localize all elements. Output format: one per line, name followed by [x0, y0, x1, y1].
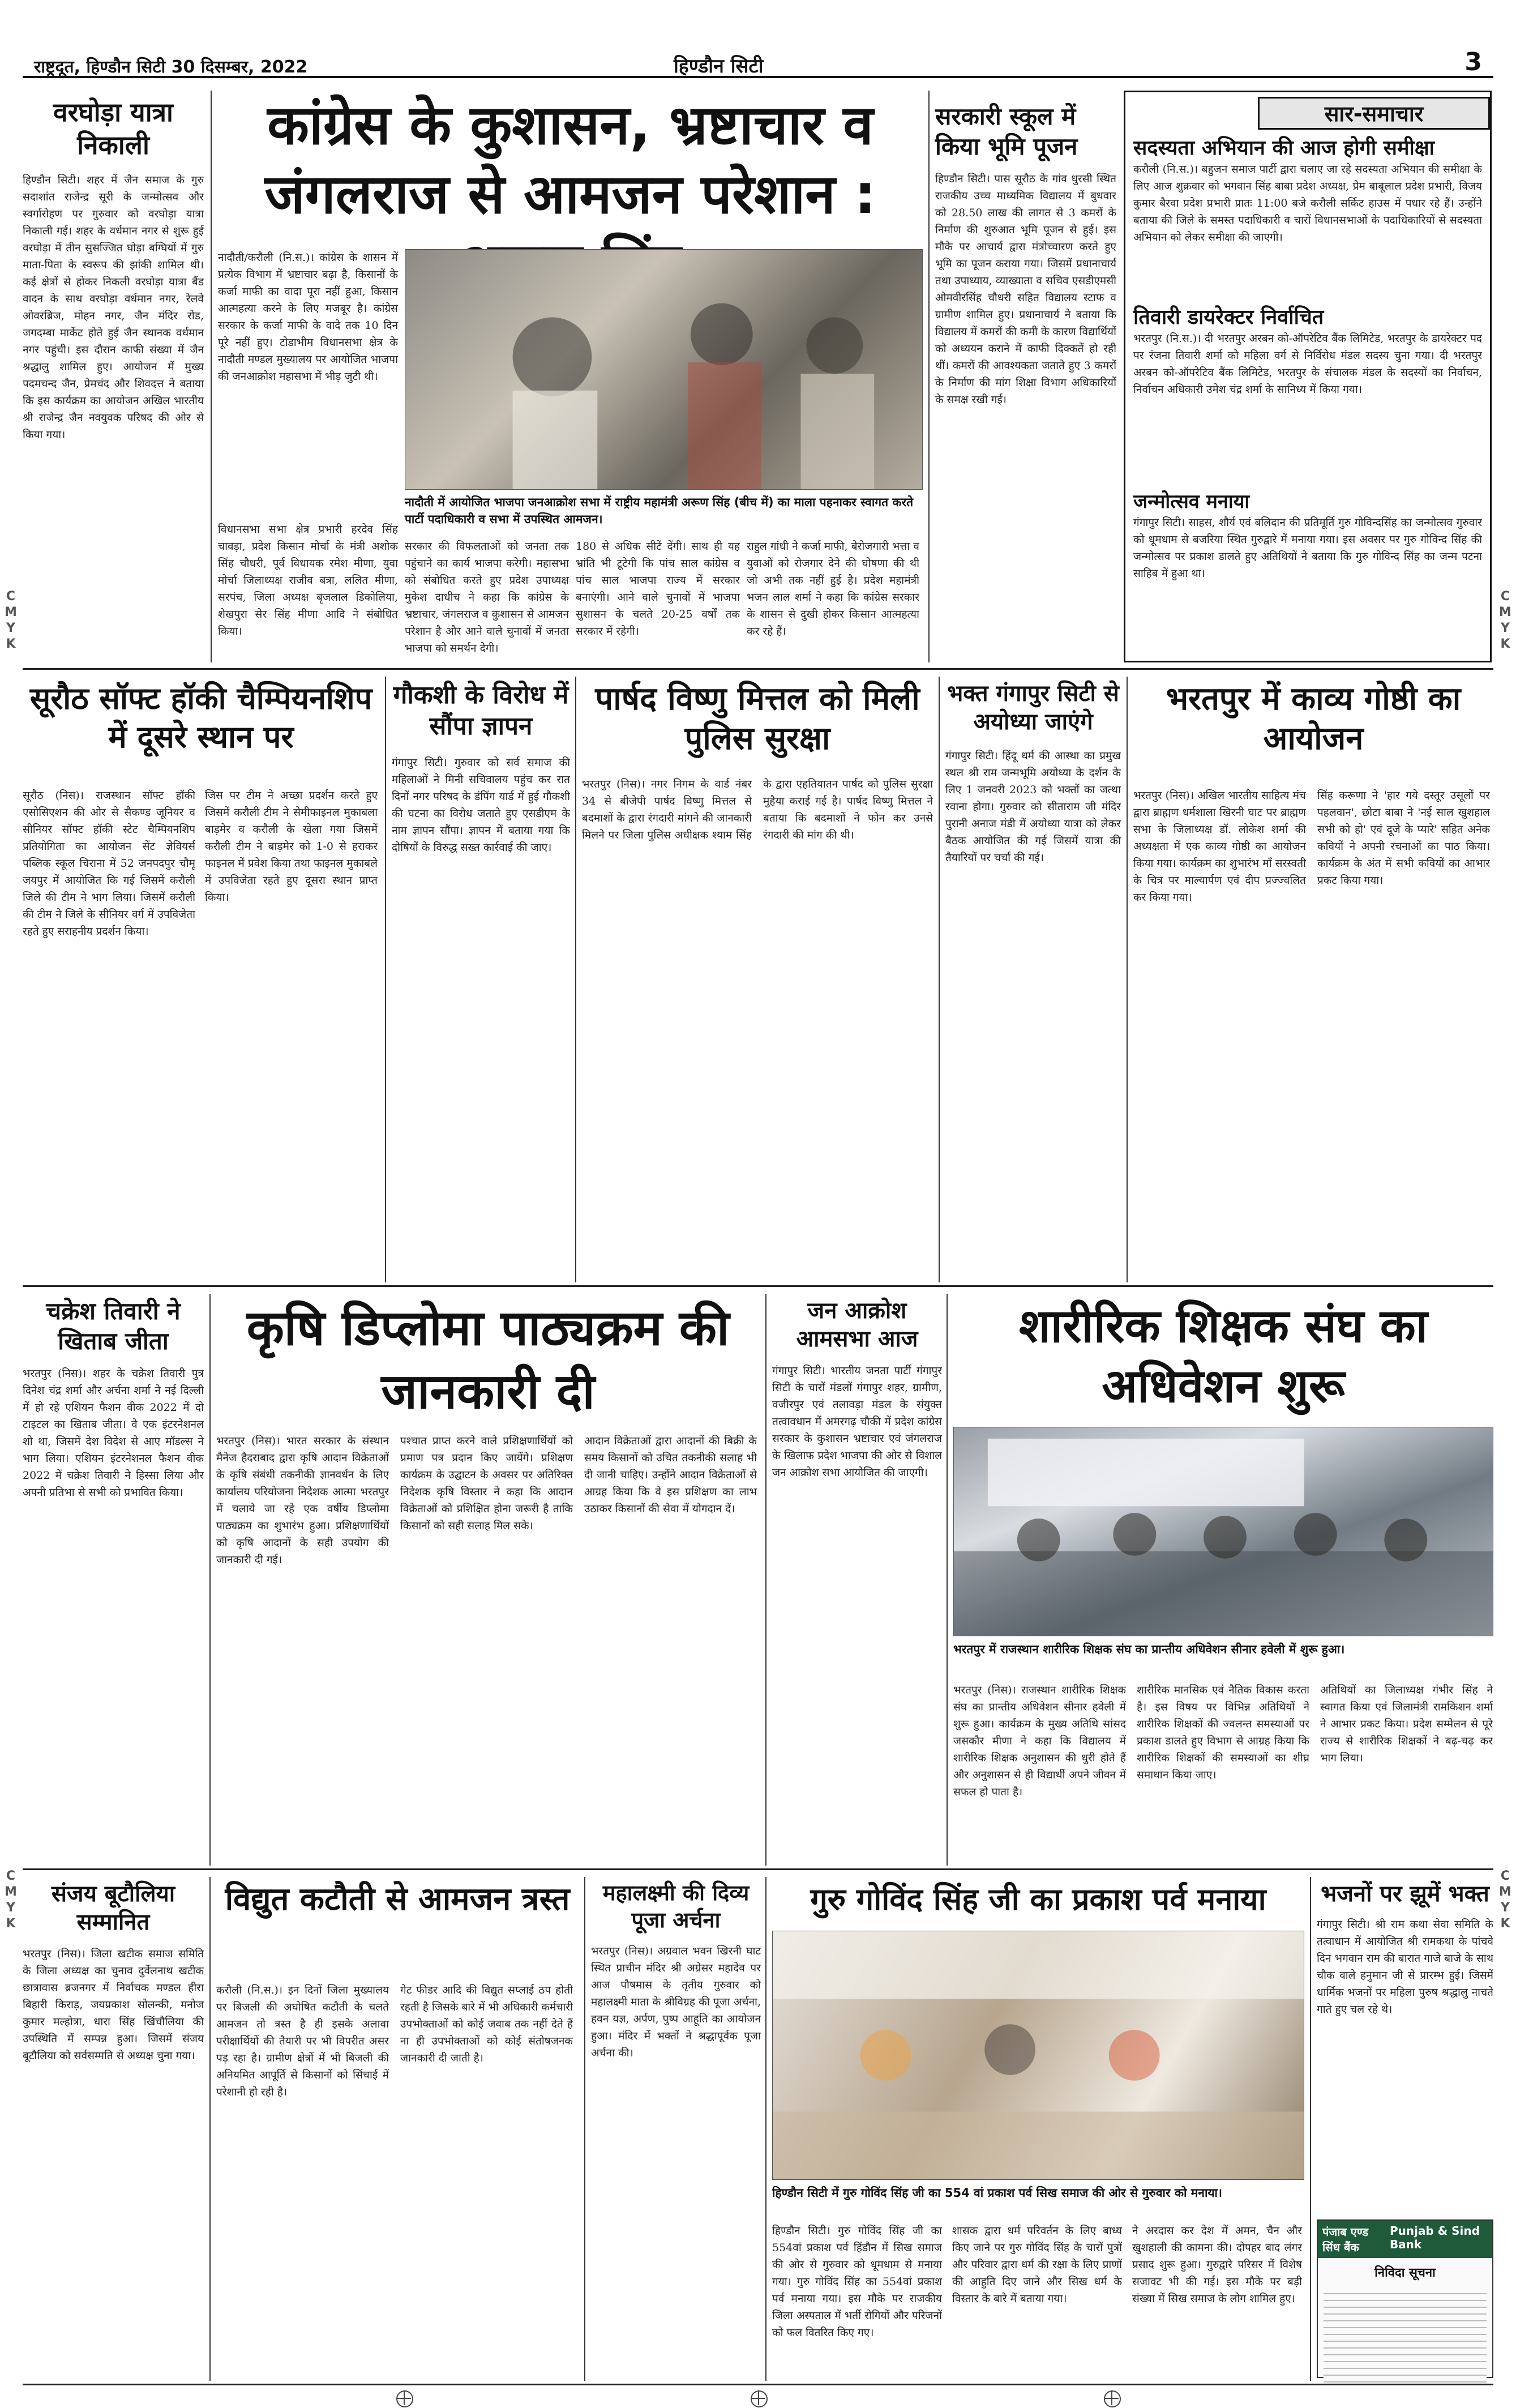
story-gaukashi — [392, 679, 570, 1280]
story-body: भरतपुर (निस)। जिला खटीक समाज समिति के जिला अध्यक्ष का चुनाव दुर्वेलनाथ खटीक छात्रावास ब्रजनगर में निर्वाचक मण्डल हीरा बिहारी किराड़, जयप्रकाश सोलन्की, मनोज कुमार मल्होत्रा, धारा सिंह खिंचौलिया की उपस्थिति में सम्पन्न हुआ। जिसमें संजय बूटौलिया को सर्वसम्मति से अध्यक्ष चुना गया। — [23, 1948, 204, 2062]
cmyk-mark-right-2: C M Y K — [1499, 1869, 1511, 1931]
story-chakesh — [23, 1297, 204, 1863]
story-body: गंगापुर सिटी। हिंदू धर्म की आस्था का प्रमुख स्थल श्री राम जन्मभूमि अयोध्या के दर्शन के लिए 1 जनवरी 2023 को भक्तों का जत्था रवाना होगा। गुरुवार को सीताराम जी मंदिर पुरानी अनाज मंडी में अयोध्या यात्रा को लेकर बैठक आयोजित की गई जिसमें यात्रा की तैयारियों पर चर्चा की गई। — [945, 750, 1121, 864]
page-number: 3 — [1464, 48, 1482, 76]
headline: भक्त गंगापुर सिटी से अयोध्या जाएंगे — [947, 681, 1119, 735]
story-body-2: शासक द्वारा धर्म परिवर्तन के लिए बाध्य किए जाने पर गुरु गोविंद सिंह के चारों पुत्रों और परिवार द्वारा धर्म की रक्षा के लिए प्राणों की आहुति दिए जाने और सिख धर्म के विस्तार के बारे में बताया गया। — [952, 2225, 1122, 2305]
story-body: हिण्डौन सिटी। पास सूरौठ के गांव धुरसी स्थित राजकीय उच्च माध्यमिक विद्यालय में बुधवार को 28.50 लाख की लागत से 3 कमरों के निर्माण की शुरुआत भूमि पूजन से हुई। इस मौके पर आचार्य द्वारा मंत्रोच्चारण करते हुए भूमि का पूजन कराया गया। जिसमें प्रधानाचार्य तथा उपाध्याय, व्याख्याता व सचिव एसडीएमसी ओमवीरसिंह चौधरी सहित विद्यालय स्टाफ व ग्रामीण शामिल हुए। प्रधानाचार्य ने बताया कि विद्यालय में कमरों की कमी के कारण विद्यार्थियों को अध्ययन कराने में काफी दिक्कतें हो रही थीं। कमरों की आवश्यकता जताते हुए 3 कमरों के निर्माण की मांग शिक्षा विभाग अधिकारियों के समक्ष रखी गई। — [935, 173, 1116, 406]
story-parshad — [582, 679, 933, 1280]
ad-body-lines — [1324, 2287, 1487, 2384]
story-sanjay — [23, 1880, 204, 2378]
lead-body-col5: राहुल गांधी ने कर्जा माफी, बेरोजगारी भत्ता व युवाओं को रोजगार देने की घोषणा की थी जो अभी तक नहीं हुई है। प्रदेश महामंत्री भजन लाल शर्मा ने कहा कि कांग्रेस सरकार के शासन से दुखी होकर किसान आत्महत्या कर रहे हैं। — [747, 540, 919, 638]
lead-body-col3: सरकार की विफलताओं को जनता तक पहुंचाने का कार्य भाजपा करेगी। महासभा को संबोधित करते हुए प्रदेश उपाध्यक्ष मुकेश दाधीच ने कहा कि कांग्रेस के भ्रष्टाचार, जंगलराज व कुशासन से आमजन परेशान है और आने वाले चुनावों में जनता भाजपा को समर्थन देगी। — [405, 540, 569, 655]
sharirik-photo — [953, 1427, 1493, 1636]
cmyk-mark-right: C M Y K — [1499, 589, 1511, 651]
sidebar-item-headline: जन्मोत्सव मनाया — [1133, 490, 1250, 513]
cmyk-mark-left-2: C M Y K — [5, 1869, 17, 1931]
registration-mark — [1104, 2390, 1121, 2407]
story-kavya — [1133, 679, 1493, 1280]
headline: महालक्ष्मी की दिव्य पूजा अर्चना — [602, 1880, 750, 1932]
story-body-3: अतिथियों का जिलाध्यक्ष गंभीर सिंह ने स्वागत किया एवं जिलामंत्री रामकिशन शर्मा ने आभार प्रकट किया। प्रदेश सम्मेलन से पूरे राज्य से शारीरिक शिक्षकों ने बढ़-चढ़ कर भाग लिया। — [1320, 1684, 1493, 1764]
sidebar-item-body: करौली (नि.स.)। बहुजन समाज पार्टी द्वारा चलाए जा रहे सदस्यता अभियान की समीक्षा के लिए आज शुक्रवार को भगवान सिंह बाबा प्रदेश अध्यक्ष, प्रेम बाबूलाल प्रदेश प्रभारी, विजय कुमार बैरवा प्रदेश प्रभारी प्रातः 11:00 बजे करौली सर्किट हाउस में पधार रहे हैं। उन्होंने बताया की जिले के समस्त पदाधिकारी व चारों विधानसभाओं के पदाधिकारियों से सदस्यता अभियान को लेकर समीक्षा की जाएगी। — [1133, 163, 1482, 243]
story-body-2: जिस पर टीम ने अच्छा प्रदर्शन करते हुए जिसमें करौली टीम ने सेमीफाइनल मुकाबला बाड़मेर व करौली के खेला गया जिसमें करौली टीम ने बाड़मेर को 1-0 से हराकर फाइनल में प्रवेश किया तथा फाइनल मुकाबले में उपविजेता रहते हुए दूसरा स्थान प्राप्त किया। — [205, 789, 378, 904]
sidebar-item-headline: सदस्यता अभियान की आज होगी समीक्षा — [1133, 136, 1434, 160]
sidebar-item-body: गंगापुर सिटी। साहस, शौर्य एवं बलिदान की प्रतिमूर्ति गुरु गोविन्दसिंह का जन्मोत्सव गुरुवार को धूमधाम से बजरिया स्थित गुरुद्वारे में मनाया गया। इस अवसर पर गुरु गोविन्द सिंह की जन्मोत्सव पर प्रकाश डालते हुए अतिथियों ने बताया कि गुरु गोविन्द सिंह का जन्म पटना साहिब में हुआ था। — [1133, 516, 1482, 580]
lead-body-col4: 180 से अधिक सीटें देंगी। साथ ही यह भ्रांति भी टूटेगी कि पांच साल कांग्रेस व पांच साल भाजपा राज्य में सरकार बनाएंगी। आने वाले चुनावों में भाजपा सुशासन के चलते 20-25 वर्षों तक सरकार में रहेगी। — [576, 540, 740, 638]
story-body: हिण्डौन सिटी। शहर में जैन समाज के गुरु सदाशांत राजेन्द्र सूरी के जन्मोत्सव और स्वर्गारोहण पर गुरुवार को वरघोड़ा यात्रा निकाली गई। शहर के वर्धमान नगर से शुरू हुई वरघोड़ा में तीन सुसज्जित घोड़ा बग्घियों में गुरु माता-पिता के स्वरूप की झांकी शामिल थी। कई क्षेत्रों से होकर निकली वरघोड़ा यात्रा बैंड वादन के साथ वरघोड़ा वर्धमान नगर, रेलवे ओवरब्रिज, मोहन नगर, जैन मंदिर रोड, जगदम्बा मार्केट होते हुई जैन स्थानक वर्धमान नगर पहुंची। इस दौरान काफी संख्या में जैन श्रद्धालु शामिल हुए। आयोजन में मुख्य पदमचन्द जैन, प्रेमचंद और शिवदत्त ने बताया कि इस कार्यक्रम का आयोजन अखिल भारतीय श्री राजेन्द्र जैन नवयुवक परिषद की ओर से किया गया। — [23, 174, 204, 441]
guru-photo — [772, 1931, 1304, 2180]
story-body: हिण्डौन सिटी। गुरु गोविंद सिंह जी का 554वां प्रकाश पर्व हिंडौन में सिख समाज की ओर से गुरुवार को धूमधाम से मनाया गया। गुरु गोविंद सिंह का 554वां प्रकाश पर्व मनाया गया। इस मौके पर राजकीय जिला अस्पताल में भर्ती रोगियों और परिजनों को फल वितरित किए गए। — [772, 2225, 942, 2339]
bank-name: Punjab & Sind Bank — [1389, 2224, 1480, 2251]
headline: गौकशी के विरोध में सौंपा ज्ञापन — [393, 681, 569, 741]
masthead-city: हिण्डौन सिटी — [674, 55, 764, 78]
story-mahalakshmi — [591, 1880, 761, 2378]
bank-ad — [1317, 2219, 1493, 2378]
story-body: भरतपुर (निस)। अग्रवाल भवन खिरनी घाट स्थित प्राचीन मंदिर श्री अग्रेसर महादेव पर आज पौषमास के तृतीय गुरुवार को महालक्ष्मी माता के श्रीविग्रह की पूजा अर्चना, हवन यज्ञ, अर्पण, पुष्प आहूति का आयोजन हुआ। मंदिर में भक्तों ने श्रद्धापूर्वक पूजा अर्चना की। — [591, 1945, 761, 2059]
bank-branch: पंजाब एण्ड सिंध बैंक — [1322, 2225, 1369, 2254]
lead-photo-caption: नादौती में आयोजित भाजपा जनआक्रोश सभा में राष्ट्रीय महामंत्री अरूण सिंह (बीच में) का माला पहनाकर स्वागत करते पार्टी पदाधिकारी व सभा में उपस्थित आमजन। — [405, 495, 914, 526]
story-vidyut — [216, 1880, 579, 2378]
lead-body-col2: विधानसभा सभा क्षेत्र प्रभारी हरदेव सिंह चावड़ा, प्रदेश किसान मोर्चा के मंत्री अशोक सिंह चौधरी, पूर्व विधायक रमेश मीणा, युवा मोर्चा जिलाध्यक्ष राजीव बत्रा, ललित मीणा, सरपंच, जिला अध्यक्ष बृजलाल डिकोलिया, शेखपुरा सेर सिंह मीणा आदि ने संबोधित किया। — [218, 523, 398, 638]
story-body: भरतपुर (निस)। शहर के चक्रेश तिवारी पुत्र दिनेश चंद्र शर्मा और अर्चना शर्मा ने नई दिल्ली में हो रहे एशियन फैशन वीक 2022 में दो टाइटल का खिताब जीता। वे एक इंटरनेशनल शो था, जिसमें देश विदेश से आए मॉडल्स ने भाग लिया। एशियन इंटरनेशनल फैशन वीक 2022 में चक्रेश तिवारी ने हिस्सा लिया और अपनी प्रतिभा से सभी को प्रभावित किया। — [23, 1367, 204, 1499]
story-sharirik — [953, 1297, 1493, 1863]
story-body: सूरौठ (निस)। राजस्थान सॉफ्ट हॉकी एसोसिएशन की ओर से सैकण्ड जूनियर व सीनियर सॉफ्ट हॉकी स्टेट चैम्पियनशिप प्रतियोगिता का आयोजन सेंट ज्ञेवियर्स पब्लिक स्कूल चिराना में 52 जनपदपुर चौमू जयपुर में आयोजित कि गई जिसमें करौली जिले की टीम ने भाग लिया। जिसमें करौली की टीम ने जिले के सीनियर वर्ग में उपविजेता रहते हुए सराहनीय प्रदर्शन किया। — [23, 789, 195, 938]
headline: पार्षद विष्णु मित्तल को मिली पुलिस सुरक्षा — [595, 681, 920, 757]
tender-notice-title: निविदा सूचना — [1374, 2266, 1436, 2280]
headline: भजनों पर झूमें भक्त — [1321, 1881, 1489, 1907]
lead-photo — [405, 249, 923, 490]
headline: जन आक्रोश आमसभा आज — [796, 1298, 918, 1352]
story-body-2: शारीरिक मानसिक एवं नैतिक विकास करता है। इस विषय पर विभिन्न अतिथियों ने शारीरिक शिक्षकों की ज्वलन्त समस्याओं पर प्रकाश डालते हुए विभाग से आग्रह किया कि शारीरिक शिक्षकों की समस्याओं का शीघ्र समाधान किया जाए। — [1137, 1684, 1309, 1781]
headline: गुरु गोविंद सिंह जी का प्रकाश पर्व मनाया — [810, 1881, 1266, 1917]
story-body-3: ने अरदास कर देश में अमन, चैन और खुशहाली की कामना की। दोपहर बाद लंगर प्रसाद शुरू हुआ। गुरुद्वारे परिसर में विशेष सजावट भी की गई। इस मौके पर बड़ी संख्या में सिख समाज के लोग शामिल हुए। — [1132, 2225, 1302, 2305]
sharirik-photo-caption: भरतपुर में राजस्थान शारीरिक शिक्षक संघ का प्रान्तीय अधिवेशन सीनार हवेली में शुरू हुआ। — [953, 1643, 1345, 1656]
story-body: गंगापुर सिटी। गुरुवार को सर्व समाज की महिलाओं ने मिनी सचिवालय पहुंच कर रात दिनों नगर परिषद के डंपिंग यार्ड में हुई गौकशी की घटना का विरोध जताते हुए एसडीएम के नाम ज्ञापन सौंपा। ज्ञापन में बताया गया कि दोषियों के विरुद्ध सख्त कार्रवाई की जाए। — [392, 756, 570, 854]
story-ayodhya — [945, 679, 1121, 1280]
story-body: करौली (नि.स.)। इन दिनों जिला मुख्यालय पर बिजली की अघोषित कटौती के चलते आमजन तो त्रस्त है ही इसके अलावा परीक्षार्थियों की तैयारी पर भी विपरीत असर पड़ रहा है। ग्रामीण क्षेत्रों में भी बिजली की अनियमित आपूर्ति से किसानों को सिंचाई में परेशानी हो रही है। — [216, 1984, 389, 2098]
story-jan-aakrosh — [772, 1297, 942, 1863]
registration-mark — [751, 2390, 768, 2407]
headline: सूरौठ सॉफ्ट हॉकी चैम्पियनशिप में दूसरे स्थान पर — [29, 681, 372, 755]
headline: कृषि डिप्लोमा पाठ्यक्रम की जानकारी दी — [246, 1300, 730, 1420]
story-bhajan — [1317, 1880, 1493, 2378]
story-school — [935, 102, 1116, 662]
lead-headline: कांग्रेस के कुशासन, भ्रष्टाचार व जंगलराज से आमजन परेशान : — [264, 93, 876, 226]
guru-photo-caption: हिण्डौन सिटी में गुरु गोविंद सिंह जी का 554 वां प्रकाश पर्व सिख समाज की ओर से गुरुवार को मनाया। — [772, 2186, 1222, 2200]
headline: संजय बूटौलिया सम्मानित — [51, 1881, 175, 1935]
headline: शारीरिक शिक्षक संघ का अधिवेशन शुरू — [1018, 1299, 1428, 1413]
sidebar-title: सार-समाचार — [1258, 97, 1490, 130]
story-body: भरतपुर (निस)। नगर निगम के वार्ड नंबर 34 से बीजेपी पार्षद विष्णु मित्तल से बदमाशों के द्वारा रंगदारी मांगने की जानकारी मिलने पर जिला पुलिस अधीक्षक श्याम सिंह के द्वारा एहतियातन पार्षद को पुलिस सुरक्षा मुहैया कराई गई है। पार्षद विष्णु मित्तल ने बताया कि बदमाशों ने फोन कर उनसे रंगदारी की मांग की थी। — [582, 778, 933, 841]
cmyk-mark-left: C M Y K — [5, 589, 17, 651]
story-varghoda — [23, 96, 204, 662]
headline: सरकारी स्कूल में किया भूमि पूजन — [935, 102, 1078, 160]
story-body-2: सिंह करूणा ने 'हार गये दस्तूर उसूलों पर पहलवान', छोटा बाबा ने 'नई साल खुशहाल सभी को हो' एवं दूजे के प्यारे' सहित अनेक कवियों ने अपनी रचनाओं का पाठ किया। कार्यक्रम के अंत में सभी कवियों का आभार प्रकट किया गया। — [1317, 789, 1490, 887]
story-body-3: आदान विक्रेताओं द्वारा आदानों की बिक्री के समय किसानों को उचित तकनीकी सलाह भी दी जानी चाहिए। उन्होंने आदान विक्रेताओं से आग्रह किया कि वे इस प्रशिक्षण का लाभ उठाकर किसानों की सेवा में योगदान दें। — [584, 1435, 757, 1515]
story-hockey — [23, 679, 379, 1280]
registration-mark — [396, 2390, 413, 2407]
story-body-2: गेट फीडर आदि की विद्युत सप्लाई ठप होती रहती है जिसके बारे में भी अधिकारी कर्मचारी उपभोक्ताओं को कोई जवाब तक नहीं देते हैं ना ही उपभोक्ताओं को कोई संतोषजनक जानकारी दी जाती है। — [400, 1984, 573, 2064]
masthead-date: राष्ट्रदूत, हिण्डौन सिटी 30 दिसम्बर, 2022 — [34, 57, 308, 77]
headline: चक्रेश तिवारी ने खिताब जीता — [46, 1297, 181, 1355]
story-body: गंगापुर सिटी। भारतीय जनता पार्टी गंगापुर सिटी के चारों मंडलों गंगापुर शहर, ग्रामीण, वजीरपुर एवं तलावड़ा मंडल के संयुक्त तत्वावधान में अमरगढ़ चौकी में प्रदेश कांग्रेस सरकार के कुशासन भ्रष्टाचार एवं जंगलराज के खिलाफ प्रदेश भाजपा की ओर से विशाल जन आक्रोश सभा आयोजित की जाएगी। — [772, 1365, 942, 1479]
sidebar-item-headline: तिवारी डायरेक्टर निर्वाचित — [1133, 306, 1324, 329]
headline: विद्युत कटौती से आमजन त्रस्त — [225, 1881, 570, 1918]
masthead — [23, 44, 1493, 78]
story-body: भरतपुर (निस)। राजस्थान शारीरिक शिक्षक संघ का प्रान्तीय अधिवेशन सीनार हवेली में शुरू हुआ। कार्यक्रम के मुख्य अतिथि सांसद जसकौर मीणा ने कहा कि विद्यालय में शारीरिक शिक्षक अनुशासन की धुरी होते हैं और अनुशासन से ही विद्यार्थी अपने जीवन में सफल हो पाता है। — [953, 1684, 1126, 1798]
story-krishi — [216, 1297, 760, 1863]
sidebar-news-box — [1124, 91, 1492, 662]
sidebar-item-body: भरतपुर (नि.स.)। दी भरतपुर अरबन को-ऑपरेटिव बैंक लिमिटेड, भरतपुर के डायरेक्टर पद पर रंजना तिवारी शर्मा को महिला वर्ग से निर्विरोध मंडल सदस्य चुना गया। दी भरतपुर अरबन को-ऑपरेटिव बैंक लिमिटेड, भरतपुर के संचालक मंडल के सदस्यों का निर्वाचन, निर्वाचन अधिकारी उमेश चंद्र शर्मा के सानिध्य में किया गया। — [1133, 332, 1482, 396]
story-body: गंगापुर सिटी। श्री राम कथा सेवा समिति के तत्वाधान में आयोजित श्री रामकथा के पांचवे दिन भगवान राम की बारात गाजे बाजे के साथ चौक वाले हनुमान जी से प्रारम्भ हुई। जिसमें धार्मिक भजनों पर महिला पुरुष श्रद्धालु नाचते गाते हुए चल रहे थे। — [1317, 1918, 1493, 2016]
story-body: भरतपुर (निस)। भारत सरकार के संस्थान मैनेज हैदराबाद द्वारा कृषि आदान विक्रेताओं के कृषि संबंधी तकनीकी ज्ञानवर्धन के लिए कार्यालय परियोजना निदेशक आत्मा भरतपुर में चलाये जा रहे एक वर्षीय डिप्लोमा पाठ्यक्रम का शुभारंभ हुआ। प्रशिक्षणार्थियों को कृषि आदानों के सही उपयोग की जानकारी दी गई। — [216, 1435, 389, 1566]
lead-body-col1: नादौती/करौली (नि.स.)। कांग्रेस के शासन में प्रत्येक विभाग में भ्रष्टाचार बढ़ा है, किसानों के कर्जा माफी का वादा पूरा नहीं हुआ, किसान आत्महत्या करने के लिए मजबूर है। कांग्रेस सरकार के कर्जा माफी के वादे तक 10 दिन पूरे नहीं हुए। टोडाभीम विधानसभा क्षेत्र के नादौती मण्डल मुख्यालय पर आयोजित भाजपा की जनआक्रोश महासभा में भीड़ जुटी थी। — [218, 251, 398, 383]
headline: वरघोड़ा यात्रा निकाली — [53, 97, 173, 160]
story-lead — [218, 91, 923, 662]
story-guru — [772, 1880, 1304, 2378]
story-body: भरतपुर (निस)। अखिल भारतीय साहित्य मंच द्वारा ब्राह्मण धर्मशाला खिरनी घाट पर ब्राह्मण सभा के जिलाध्यक्ष डॉ. लोकेश शर्मा की अध्यक्षता में एक काव्य गोष्ठी का आयोजन किया गया। कार्यक्रम का शुभारंभ माँ सरस्वती के चित्र पर माल्यार्पण एवं दीप प्रज्ज्वलित कर किया गया। — [1133, 789, 1306, 904]
story-body-2: पश्चात प्राप्त करने वाले प्रशिक्षणार्थियों को प्रमाण पत्र प्रदान किए जायेंगे। प्रशिक्षण कार्यक्रम के उद्घाटन के अवसर पर अतिरिक्त निदेशक कृषि विस्तार ने कहा कि आदान विक्रेताओं को प्रशिक्षित होना जरूरी है ताकि किसानों को सही सलाह मिल सके। — [400, 1435, 573, 1532]
headline: भरतपुर में काव्य गोष्ठी का आयोजन — [1166, 681, 1461, 757]
